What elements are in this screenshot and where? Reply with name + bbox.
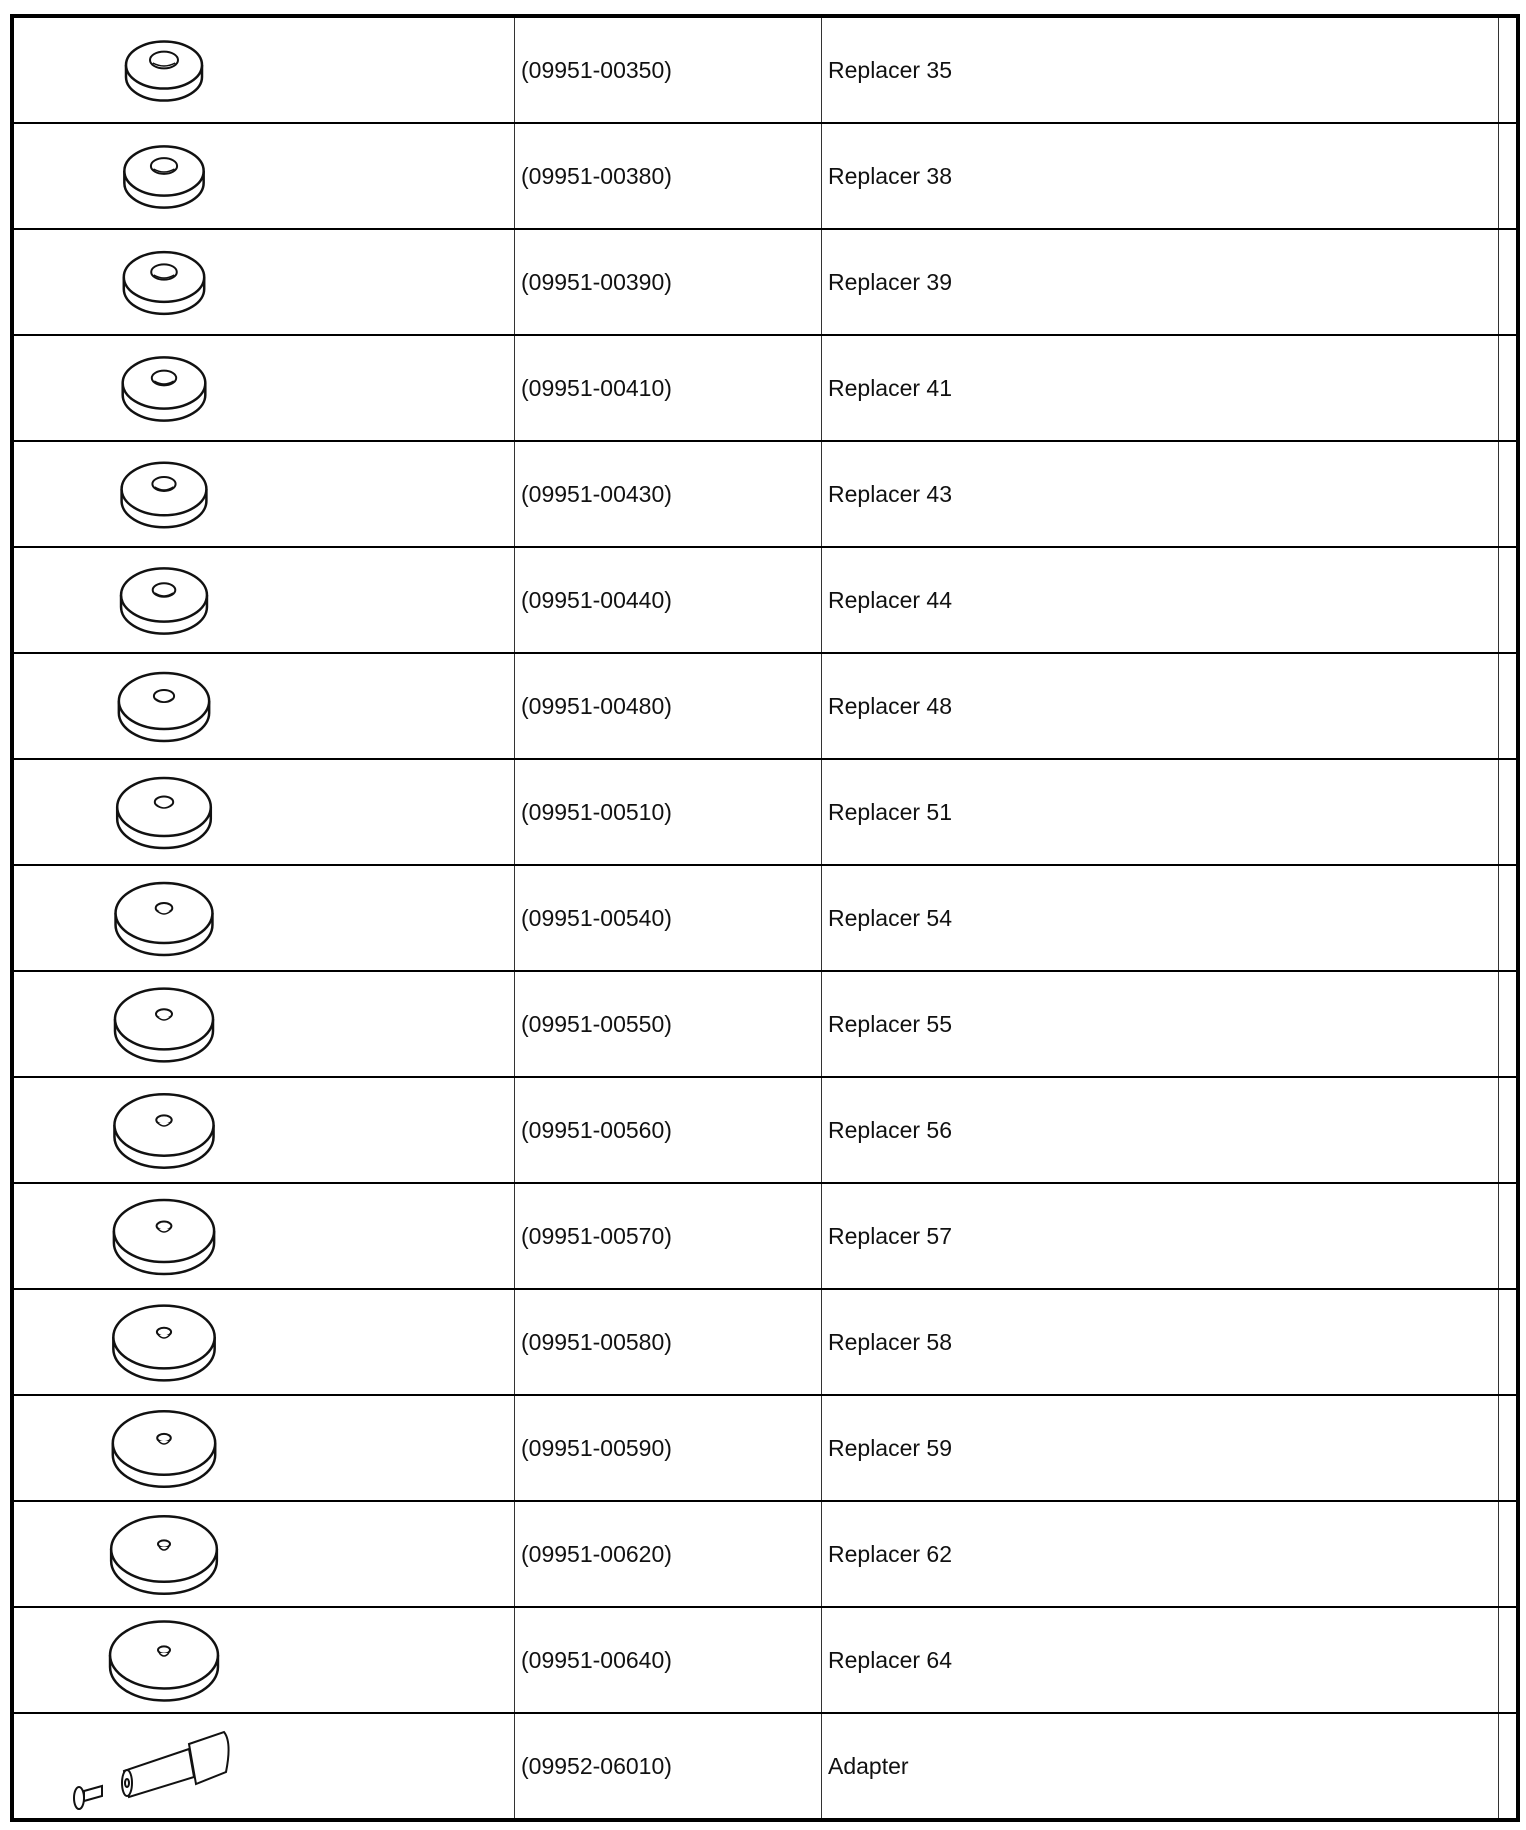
part-number: (09951-00480): [515, 653, 822, 759]
part-name: Replacer 44: [822, 547, 1499, 653]
empty-cell: [1499, 971, 1519, 1077]
empty-cell: [1499, 1289, 1519, 1395]
part-number: (09951-00410): [515, 335, 822, 441]
empty-cell: [1499, 653, 1519, 759]
empty-cell: [1499, 1183, 1519, 1289]
part-number: (09952-06010): [515, 1713, 822, 1820]
part-number: (09951-00440): [515, 547, 822, 653]
part-image-cell: [12, 1077, 515, 1183]
empty-cell: [1499, 865, 1519, 971]
part-number: (09951-00570): [515, 1183, 822, 1289]
empty-cell: [1499, 1395, 1519, 1501]
part-image-cell: [12, 865, 515, 971]
washer-icon: [104, 444, 304, 544]
part-number: (09951-00380): [515, 123, 822, 229]
table-row: [12, 971, 1518, 1077]
part-name: Replacer 58: [822, 1289, 1499, 1395]
part-number: (09951-00620): [515, 1501, 822, 1607]
empty-cell: [1499, 335, 1519, 441]
part-image-cell: [12, 547, 515, 653]
part-image-cell: [12, 653, 515, 759]
part-name: Replacer 59: [822, 1395, 1499, 1501]
part-image-cell: [12, 1183, 515, 1289]
part-image-cell: [12, 1501, 515, 1607]
part-name: Adapter: [822, 1713, 1499, 1820]
empty-cell: [1499, 229, 1519, 335]
part-number: (09951-00580): [515, 1289, 822, 1395]
part-image-cell: [12, 1607, 515, 1713]
part-number: (09951-00550): [515, 971, 822, 1077]
table-row: [12, 759, 1518, 865]
washer-icon: [104, 1080, 304, 1180]
washer-icon: [104, 1292, 304, 1392]
part-number: (09951-00430): [515, 441, 822, 547]
washer-icon: [104, 656, 304, 756]
washer-icon: [104, 1186, 304, 1286]
part-name: Replacer 54: [822, 865, 1499, 971]
table-row: [12, 335, 1518, 441]
part-name: Replacer 57: [822, 1183, 1499, 1289]
part-image-cell: [12, 1395, 515, 1501]
part-number: (09951-00640): [515, 1607, 822, 1713]
table-row: [12, 1607, 1518, 1713]
table-row: [12, 123, 1518, 229]
part-image-cell: [12, 16, 515, 123]
washer-icon: [104, 1398, 304, 1498]
part-image-cell: [12, 971, 515, 1077]
empty-cell: [1499, 1607, 1519, 1713]
part-name: Replacer 43: [822, 441, 1499, 547]
part-number: (09951-00390): [515, 229, 822, 335]
part-image-cell: [12, 123, 515, 229]
empty-cell: [1499, 759, 1519, 865]
parts-table: [10, 14, 1520, 1822]
table-row: [12, 441, 1518, 547]
washer-icon: [104, 20, 304, 120]
part-number: (09951-00350): [515, 16, 822, 123]
part-number: (09951-00590): [515, 1395, 822, 1501]
part-image-cell: [12, 759, 515, 865]
washer-icon: [104, 868, 304, 968]
table-row: [12, 547, 1518, 653]
part-name: Replacer 39: [822, 229, 1499, 335]
adapter-icon: [54, 1716, 254, 1816]
part-name: Replacer 35: [822, 16, 1499, 123]
empty-cell: [1499, 123, 1519, 229]
table-row: [12, 1501, 1518, 1607]
part-number: (09951-00540): [515, 865, 822, 971]
table-row: [12, 1183, 1518, 1289]
part-number: (09951-00510): [515, 759, 822, 865]
table-row: [12, 653, 1518, 759]
table-row: [12, 229, 1518, 335]
part-image-cell: [12, 1289, 515, 1395]
part-number: (09951-00560): [515, 1077, 822, 1183]
part-image-cell: [12, 441, 515, 547]
washer-icon: [104, 1610, 304, 1710]
washer-icon: [104, 126, 304, 226]
part-name: Replacer 56: [822, 1077, 1499, 1183]
part-name: Replacer 38: [822, 123, 1499, 229]
part-name: Replacer 62: [822, 1501, 1499, 1607]
washer-icon: [104, 232, 304, 332]
empty-cell: [1499, 1077, 1519, 1183]
part-name: Replacer 48: [822, 653, 1499, 759]
empty-cell: [1499, 547, 1519, 653]
empty-cell: [1499, 441, 1519, 547]
table-row: [12, 16, 1518, 123]
table-row: [12, 1289, 1518, 1395]
part-image-cell: [12, 335, 515, 441]
washer-icon: [104, 762, 304, 862]
empty-cell: [1499, 1501, 1519, 1607]
table-row: [12, 1395, 1518, 1501]
part-image-cell: [12, 1713, 515, 1820]
table-row: [12, 865, 1518, 971]
washer-icon: [104, 338, 304, 438]
washer-icon: [104, 1504, 304, 1604]
table-row: [12, 1077, 1518, 1183]
part-image-cell: [12, 229, 515, 335]
empty-cell: [1499, 1713, 1519, 1820]
table-row: [12, 1713, 1518, 1820]
part-name: Replacer 64: [822, 1607, 1499, 1713]
empty-cell: [1499, 16, 1519, 123]
washer-icon: [104, 974, 304, 1074]
part-name: Replacer 41: [822, 335, 1499, 441]
washer-icon: [104, 550, 304, 650]
part-name: Replacer 51: [822, 759, 1499, 865]
part-name: Replacer 55: [822, 971, 1499, 1077]
